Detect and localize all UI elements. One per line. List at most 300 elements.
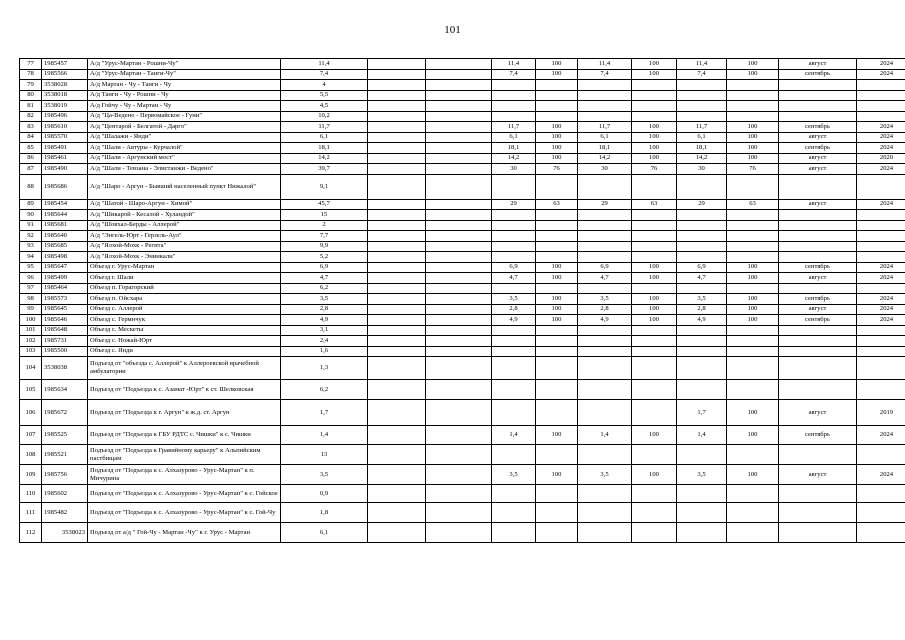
value-cell-1: 11,4 — [492, 59, 536, 70]
table-row — [20, 199, 905, 210]
row-number-cell: 105 — [20, 380, 42, 400]
row-number-cell: 106 — [20, 400, 42, 426]
percent-cell-2 — [632, 357, 677, 380]
percent-cell-2: 100 — [632, 273, 677, 284]
empty-cell-a — [368, 252, 426, 263]
month-cell: сентябрь — [779, 143, 857, 154]
month-cell: сентябрь — [779, 315, 857, 326]
empty-cell-a — [368, 174, 426, 199]
percent-cell-1: 100 — [536, 273, 578, 284]
road-name-cell: А/д Танги - Чу - Рошни - Чу — [88, 90, 281, 101]
empty-cell-b — [426, 153, 492, 164]
length-cell: 13 — [281, 445, 368, 465]
month-cell: сентябрь — [779, 426, 857, 445]
percent-cell-3: 100 — [727, 304, 779, 315]
percent-cell-1 — [536, 241, 578, 252]
table-row — [20, 111, 905, 122]
month-cell — [779, 80, 857, 91]
road-code-cell: 3538023 — [42, 523, 88, 543]
road-name-cell: А/д "Шовхал-Берды - Аллерой" — [88, 220, 281, 231]
empty-cell-a — [368, 262, 426, 273]
road-code-cell: 1985731 — [42, 336, 88, 347]
percent-cell-3 — [727, 210, 779, 221]
percent-cell-1 — [536, 336, 578, 347]
length-cell: 2,8 — [281, 304, 368, 315]
length-cell: 4,9 — [281, 315, 368, 326]
percent-cell-3 — [727, 241, 779, 252]
percent-cell-2: 100 — [632, 69, 677, 80]
empty-cell-b — [426, 143, 492, 154]
length-cell: 7,4 — [281, 69, 368, 80]
value-cell-2: 6,9 — [578, 262, 632, 273]
empty-cell-b — [426, 426, 492, 445]
value-cell-3 — [677, 336, 727, 347]
table-row — [20, 262, 905, 273]
road-name-cell: Объезд г. Урус-Мартан — [88, 262, 281, 273]
percent-cell-3: 76 — [727, 164, 779, 175]
percent-cell-3 — [727, 325, 779, 336]
empty-cell-b — [426, 294, 492, 305]
length-cell: 14,2 — [281, 153, 368, 164]
year-cell — [857, 174, 905, 199]
value-cell-1 — [492, 174, 536, 199]
row-number-cell: 108 — [20, 445, 42, 465]
percent-cell-1 — [536, 220, 578, 231]
percent-cell-3: 100 — [727, 262, 779, 273]
road-code-cell: 1985464 — [42, 283, 88, 294]
percent-cell-1: 63 — [536, 199, 578, 210]
percent-cell-3 — [727, 90, 779, 101]
percent-cell-1 — [536, 445, 578, 465]
month-cell — [779, 101, 857, 112]
percent-cell-1: 100 — [536, 122, 578, 133]
value-cell-1 — [492, 210, 536, 221]
percent-cell-3 — [727, 231, 779, 242]
table-body — [20, 59, 905, 543]
road-name-cell: А/д "Шали - Автуры - Курчалой" — [88, 143, 281, 154]
value-cell-2 — [578, 80, 632, 91]
value-cell-3 — [677, 80, 727, 91]
road-code-cell: 1985457 — [42, 59, 88, 70]
percent-cell-3 — [727, 252, 779, 263]
row-number-cell: 86 — [20, 153, 42, 164]
row-number-cell: 109 — [20, 465, 42, 485]
value-cell-2 — [578, 523, 632, 543]
value-cell-1: 2,8 — [492, 304, 536, 315]
empty-cell-b — [426, 503, 492, 523]
road-code-cell: 1985525 — [42, 426, 88, 445]
length-cell: 3,5 — [281, 465, 368, 485]
empty-cell-a — [368, 465, 426, 485]
row-number-cell: 102 — [20, 336, 42, 347]
value-cell-2 — [578, 336, 632, 347]
value-cell-3 — [677, 445, 727, 465]
percent-cell-2: 100 — [632, 262, 677, 273]
month-cell: сентябрь — [779, 69, 857, 80]
value-cell-3: 1,7 — [677, 400, 727, 426]
row-number-cell: 97 — [20, 283, 42, 294]
percent-cell-2 — [632, 445, 677, 465]
length-cell: 7,7 — [281, 231, 368, 242]
table-row — [20, 315, 905, 326]
year-cell — [857, 503, 905, 523]
value-cell-3 — [677, 210, 727, 221]
table-row — [20, 143, 905, 154]
road-code-cell: 1985646 — [42, 315, 88, 326]
road-code-cell: 1985756 — [42, 465, 88, 485]
table-row — [20, 445, 905, 465]
empty-cell-b — [426, 210, 492, 221]
value-cell-2 — [578, 445, 632, 465]
year-cell — [857, 445, 905, 465]
road-code-cell: 1985499 — [42, 273, 88, 284]
table-row — [20, 220, 905, 231]
percent-cell-3: 100 — [727, 465, 779, 485]
percent-cell-3 — [727, 80, 779, 91]
percent-cell-2 — [632, 111, 677, 122]
year-cell: 2024 — [857, 465, 905, 485]
value-cell-1 — [492, 283, 536, 294]
empty-cell-a — [368, 304, 426, 315]
road-code-cell: 1985647 — [42, 262, 88, 273]
road-name-cell: Подъезд от а/д " Гой-Чу - Мартан -Чу" к г. Урус - Мартан — [88, 523, 281, 543]
value-cell-2 — [578, 357, 632, 380]
value-cell-2 — [578, 380, 632, 400]
value-cell-3 — [677, 346, 727, 357]
percent-cell-1: 100 — [536, 294, 578, 305]
row-number-cell: 94 — [20, 252, 42, 263]
percent-cell-2 — [632, 231, 677, 242]
empty-cell-a — [368, 69, 426, 80]
percent-cell-3 — [727, 503, 779, 523]
value-cell-1 — [492, 336, 536, 347]
value-cell-3: 6,1 — [677, 132, 727, 143]
value-cell-2: 6,1 — [578, 132, 632, 143]
month-cell — [779, 231, 857, 242]
road-name-cell: Объезд п. Горагорский — [88, 283, 281, 294]
percent-cell-2 — [632, 252, 677, 263]
empty-cell-a — [368, 357, 426, 380]
empty-cell-a — [368, 80, 426, 91]
year-cell — [857, 80, 905, 91]
value-cell-2: 14,2 — [578, 153, 632, 164]
value-cell-2 — [578, 101, 632, 112]
percent-cell-1: 100 — [536, 262, 578, 273]
year-cell — [857, 325, 905, 336]
percent-cell-1: 76 — [536, 164, 578, 175]
empty-cell-a — [368, 325, 426, 336]
value-cell-3: 3,5 — [677, 465, 727, 485]
month-cell: август — [779, 153, 857, 164]
road-name-cell: Подъезд от "Подъезда к с. Алхазурово - Урус-Мартан" к п. Мичурина — [88, 465, 281, 485]
value-cell-1 — [492, 231, 536, 242]
empty-cell-b — [426, 336, 492, 347]
percent-cell-1: 100 — [536, 59, 578, 70]
percent-cell-3 — [727, 220, 779, 231]
value-cell-1: 18,1 — [492, 143, 536, 154]
length-cell: 9,9 — [281, 241, 368, 252]
road-name-cell: А/д "Ца-Ведено - Первомайское - Гуни" — [88, 111, 281, 122]
year-cell: 2024 — [857, 273, 905, 284]
empty-cell-a — [368, 294, 426, 305]
empty-cell-b — [426, 59, 492, 70]
percent-cell-2: 100 — [632, 304, 677, 315]
value-cell-2 — [578, 220, 632, 231]
road-name-cell: Подъезд от "Подъезда к г. Аргун" к ж.д. ст. Аргун — [88, 400, 281, 426]
percent-cell-1 — [536, 174, 578, 199]
road-code-cell: 1985482 — [42, 503, 88, 523]
row-number-cell: 107 — [20, 426, 42, 445]
month-cell: август — [779, 199, 857, 210]
empty-cell-b — [426, 380, 492, 400]
percent-cell-1: 100 — [536, 153, 578, 164]
month-cell: август — [779, 465, 857, 485]
length-cell: 10,2 — [281, 111, 368, 122]
percent-cell-1: 100 — [536, 143, 578, 154]
year-cell: 2024 — [857, 304, 905, 315]
month-cell: август — [779, 164, 857, 175]
value-cell-2 — [578, 346, 632, 357]
month-cell: сентябрь — [779, 294, 857, 305]
value-cell-2 — [578, 210, 632, 221]
length-cell: 2 — [281, 220, 368, 231]
percent-cell-2: 100 — [632, 465, 677, 485]
row-number-cell: 92 — [20, 231, 42, 242]
year-cell — [857, 523, 905, 543]
empty-cell-a — [368, 445, 426, 465]
percent-cell-2 — [632, 485, 677, 503]
road-code-cell: 1985644 — [42, 210, 88, 221]
value-cell-2 — [578, 90, 632, 101]
row-number-cell: 95 — [20, 262, 42, 273]
value-cell-3 — [677, 380, 727, 400]
row-number-cell: 77 — [20, 59, 42, 70]
year-cell: 2020 — [857, 153, 905, 164]
table-row — [20, 59, 905, 70]
road-code-cell: 1985685 — [42, 241, 88, 252]
value-cell-2: 7,4 — [578, 69, 632, 80]
month-cell: сентябрь — [779, 262, 857, 273]
empty-cell-a — [368, 380, 426, 400]
month-cell — [779, 174, 857, 199]
year-cell — [857, 231, 905, 242]
row-number-cell: 82 — [20, 111, 42, 122]
percent-cell-2: 63 — [632, 199, 677, 210]
month-cell — [779, 523, 857, 543]
percent-cell-3: 100 — [727, 122, 779, 133]
value-cell-3: 4,7 — [677, 273, 727, 284]
empty-cell-a — [368, 210, 426, 221]
percent-cell-1: 100 — [536, 465, 578, 485]
length-cell: 6,1 — [281, 132, 368, 143]
page-number: 101 — [444, 24, 461, 36]
road-code-cell: 1985681 — [42, 220, 88, 231]
empty-cell-a — [368, 503, 426, 523]
value-cell-1: 3,5 — [492, 465, 536, 485]
month-cell — [779, 346, 857, 357]
percent-cell-3 — [727, 485, 779, 503]
percent-cell-1 — [536, 283, 578, 294]
value-cell-2: 2,8 — [578, 304, 632, 315]
empty-cell-b — [426, 400, 492, 426]
percent-cell-3: 100 — [727, 315, 779, 326]
percent-cell-2: 100 — [632, 153, 677, 164]
length-cell: 18,1 — [281, 143, 368, 154]
row-number-cell: 84 — [20, 132, 42, 143]
percent-cell-2 — [632, 220, 677, 231]
row-number-cell: 111 — [20, 503, 42, 523]
road-code-cell: 1985640 — [42, 231, 88, 242]
value-cell-3 — [677, 357, 727, 380]
value-cell-1: 11,7 — [492, 122, 536, 133]
road-name-cell: А/д "Урус-Мартан - Рошни-Чу" — [88, 59, 281, 70]
empty-cell-a — [368, 273, 426, 284]
road-code-cell: 1985500 — [42, 346, 88, 357]
value-cell-2: 1,4 — [578, 426, 632, 445]
table-row — [20, 400, 905, 426]
road-name-cell: Подъезд от "Подъезда к ГБУ РДТС с. Чишки" к с. Чишки — [88, 426, 281, 445]
year-cell — [857, 111, 905, 122]
table-row — [20, 357, 905, 380]
empty-cell-a — [368, 132, 426, 143]
row-number-cell: 90 — [20, 210, 42, 221]
table-row — [20, 69, 905, 80]
percent-cell-1 — [536, 485, 578, 503]
value-cell-3: 2,8 — [677, 304, 727, 315]
value-cell-2 — [578, 325, 632, 336]
percent-cell-2: 76 — [632, 164, 677, 175]
percent-cell-1: 100 — [536, 69, 578, 80]
table-row — [20, 273, 905, 284]
empty-cell-a — [368, 122, 426, 133]
value-cell-2 — [578, 111, 632, 122]
year-cell: 2024 — [857, 262, 905, 273]
road-name-cell: А/д "Ялхой-Мохк - Регита" — [88, 241, 281, 252]
percent-cell-1 — [536, 357, 578, 380]
empty-cell-b — [426, 485, 492, 503]
percent-cell-1 — [536, 523, 578, 543]
value-cell-1 — [492, 380, 536, 400]
value-cell-3: 11,7 — [677, 122, 727, 133]
empty-cell-a — [368, 101, 426, 112]
road-name-cell: Объезд с. Аллерой — [88, 304, 281, 315]
road-name-cell: А/д "Центарой - Белгатой - Дарго" — [88, 122, 281, 133]
value-cell-1 — [492, 80, 536, 91]
value-cell-1: 4,7 — [492, 273, 536, 284]
row-number-cell: 100 — [20, 315, 42, 326]
road-code-cell: 1985610 — [42, 122, 88, 133]
empty-cell-b — [426, 283, 492, 294]
month-cell — [779, 252, 857, 263]
month-cell — [779, 241, 857, 252]
row-number-cell: 98 — [20, 294, 42, 305]
road-name-cell: А/д "Урус-Мартан - Танги-Чу" — [88, 69, 281, 80]
percent-cell-2 — [632, 80, 677, 91]
road-name-cell: А/д "Шалажи - Янди" — [88, 132, 281, 143]
road-code-cell: 1985648 — [42, 325, 88, 336]
road-code-cell: 3538018 — [42, 90, 88, 101]
percent-cell-3 — [727, 111, 779, 122]
value-cell-1: 29 — [492, 199, 536, 210]
value-cell-3 — [677, 90, 727, 101]
road-name-cell: А/д "Шали - Аргунский мост" — [88, 153, 281, 164]
value-cell-1: 4,9 — [492, 315, 536, 326]
road-name-cell: Объезд с. Ножай-Юрт — [88, 336, 281, 347]
empty-cell-a — [368, 164, 426, 175]
table-row — [20, 485, 905, 503]
road-code-cell: 1985491 — [42, 143, 88, 154]
year-cell — [857, 241, 905, 252]
empty-cell-b — [426, 325, 492, 336]
row-number-cell: 103 — [20, 346, 42, 357]
value-cell-3: 14,2 — [677, 153, 727, 164]
length-cell: 11,4 — [281, 59, 368, 70]
length-cell: 1,6 — [281, 346, 368, 357]
percent-cell-3: 100 — [727, 273, 779, 284]
percent-cell-3 — [727, 445, 779, 465]
percent-cell-3: 100 — [727, 153, 779, 164]
row-number-cell: 78 — [20, 69, 42, 80]
row-number-cell: 87 — [20, 164, 42, 175]
road-name-cell: А/д "Шаро - Аргун - Бывший населенный пункт Нижалой" — [88, 174, 281, 199]
percent-cell-3: 100 — [727, 426, 779, 445]
table-row — [20, 346, 905, 357]
value-cell-3 — [677, 283, 727, 294]
value-cell-3 — [677, 231, 727, 242]
table-row — [20, 304, 905, 315]
month-cell — [779, 111, 857, 122]
table-row — [20, 465, 905, 485]
percent-cell-2 — [632, 380, 677, 400]
road-name-cell: А/д Мартан - Чу - Танги - Чу — [88, 80, 281, 91]
value-cell-2: 18,1 — [578, 143, 632, 154]
length-cell: 4,7 — [281, 273, 368, 284]
value-cell-3: 7,4 — [677, 69, 727, 80]
road-name-cell: Объезд с. Мескеты — [88, 325, 281, 336]
value-cell-3 — [677, 325, 727, 336]
table-row — [20, 325, 905, 336]
percent-cell-1 — [536, 101, 578, 112]
value-cell-2: 30 — [578, 164, 632, 175]
value-cell-1 — [492, 101, 536, 112]
value-cell-3 — [677, 220, 727, 231]
year-cell — [857, 336, 905, 347]
percent-cell-2: 100 — [632, 143, 677, 154]
road-name-cell: Объезд с. Гермнчук — [88, 315, 281, 326]
month-cell — [779, 283, 857, 294]
length-cell: 5,5 — [281, 90, 368, 101]
table-row — [20, 380, 905, 400]
empty-cell-a — [368, 315, 426, 326]
year-cell: 2024 — [857, 294, 905, 305]
road-code-cell: 1985570 — [42, 132, 88, 143]
length-cell: 4,5 — [281, 101, 368, 112]
value-cell-1 — [492, 220, 536, 231]
table-row — [20, 90, 905, 101]
length-cell: 6,2 — [281, 283, 368, 294]
percent-cell-3: 100 — [727, 132, 779, 143]
empty-cell-a — [368, 199, 426, 210]
empty-cell-b — [426, 445, 492, 465]
row-number-cell: 112 — [20, 523, 42, 543]
percent-cell-3: 100 — [727, 294, 779, 305]
road-name-cell: А/д "Шатой - Шаро-Аргун - Химой" — [88, 199, 281, 210]
empty-cell-b — [426, 111, 492, 122]
value-cell-3: 4,9 — [677, 315, 727, 326]
road-code-cell: 1985490 — [42, 164, 88, 175]
empty-cell-a — [368, 523, 426, 543]
table-row — [20, 164, 905, 175]
